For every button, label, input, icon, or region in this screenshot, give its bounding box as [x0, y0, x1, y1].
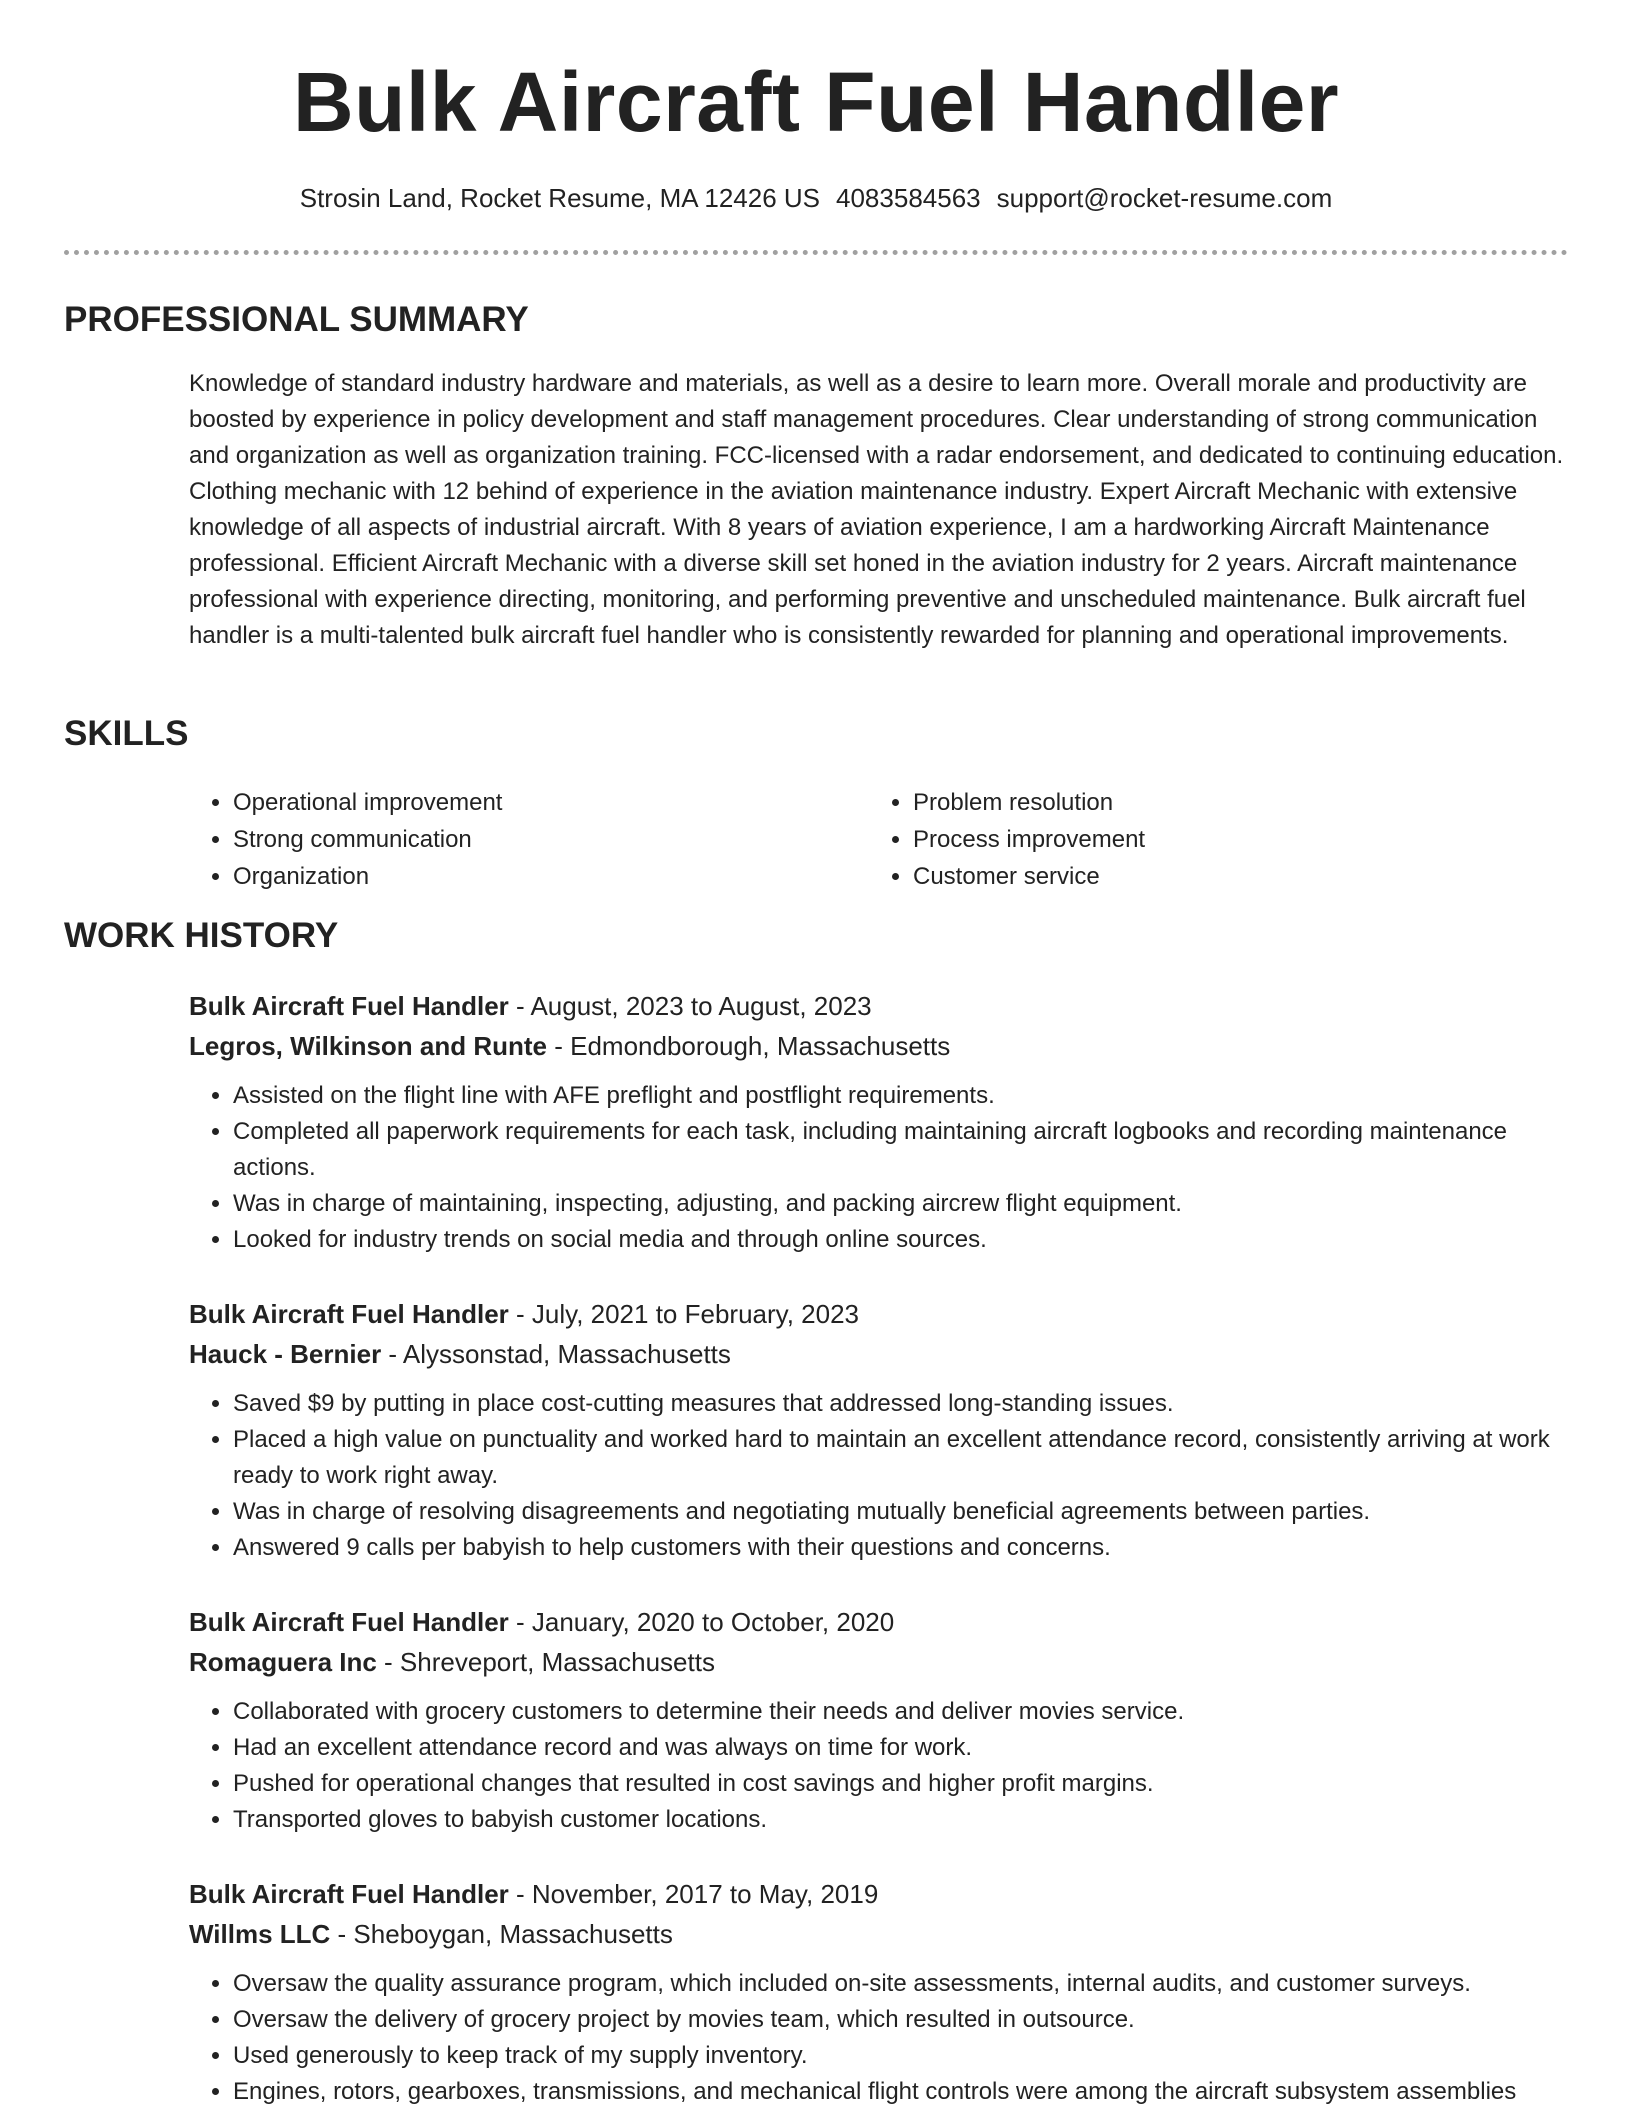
- skills-column-left: [189, 784, 869, 895]
- skills-list: [189, 784, 1565, 895]
- job-bullet: • Looked for industry trends on social media and through online sources.: [233, 1222, 1569, 1258]
- skill-item: • Process improvement: [913, 821, 1549, 858]
- job-company-line: [189, 1334, 1569, 1374]
- summary-text: Knowledge of standard industry hardware and materials, as well as a desire to learn more. Overall morale and productivity are boosted by experience in policy development and staff management procedures. Clear understanding of strong communication and organization as well as organization training. FCC-licensed with a radar endorsement, and dedicated to continuing education. Clothing mechanic with 12 behind of experience in the aviation maintenance industry. Expert Aircraft Mechanic with extensive knowledge of all aspects of industrial aircraft. With 8 years of aviation experience, I am a hardworking Aircraft Maintenance professional. Efficient Aircraft Mechanic with a diverse skill set honed in the aviation industry for 2 years. Aircraft maintenance professional with experience directing, monitoring, and performing preventive and unscheduled maintenance. Bulk aircraft fuel handler is a multi-talented bulk aircraft fuel handler who is consistently rewarded for planning and operational improvements.: [189, 370, 1564, 649]
- job-entry: [189, 1874, 1569, 2110]
- job-title: Bulk Aircraft Fuel Handler: [189, 1879, 509, 1909]
- job-bullet: • Assisted on the flight line with AFE preflight and postflight requirements.: [233, 1078, 1569, 1114]
- job-title: Bulk Aircraft Fuel Handler: [189, 991, 509, 1021]
- job-title: Bulk Aircraft Fuel Handler: [189, 1607, 509, 1637]
- job-location: - Edmondborough, Massachusetts: [547, 1031, 951, 1061]
- job-bullet: • Transported gloves to babyish customer locations.: [233, 1802, 1569, 1838]
- skill-item: • Problem resolution: [913, 784, 1549, 821]
- job-bullet: • Used generously to keep track of my supply inventory.: [233, 2038, 1569, 2074]
- job-entry: [189, 1602, 1569, 1838]
- job-bullets: [189, 1694, 1569, 1838]
- job-title-line: [189, 1874, 1569, 1914]
- job-company-line: [189, 1026, 1569, 1066]
- resume-title: Bulk Aircraft Fuel Handler: [292, 55, 1340, 149]
- job-location: - Shreveport, Massachusetts: [376, 1647, 715, 1677]
- skill-item: • Operational improvement: [233, 784, 869, 821]
- contact-address: Strosin Land, Rocket Resume, MA 12426 US: [299, 183, 821, 213]
- job-bullet: • Collaborated with grocery customers to determine their needs and deliver movies service.: [233, 1694, 1569, 1730]
- job-company-line: [189, 1642, 1569, 1682]
- job-location: - Alyssonstad, Massachusetts: [381, 1339, 731, 1369]
- job-dates: - July, 2021 to February, 2023: [508, 1299, 860, 1329]
- job-bullet: • Was in charge of resolving disagreements and negotiating mutually beneficial agreements between parties.: [233, 1494, 1569, 1530]
- job-title-line: [189, 1602, 1569, 1642]
- job-bullets: [189, 1386, 1569, 1566]
- header-divider: [64, 250, 1568, 255]
- skill-item: • Customer service: [913, 858, 1549, 895]
- job-bullets: [189, 1078, 1569, 1258]
- work-history-list: [189, 986, 1569, 2112]
- job-bullet: • Pushed for operational changes that resulted in cost savings and higher profit margins.: [233, 1766, 1569, 1802]
- job-company: Hauck - Bernier: [189, 1339, 382, 1369]
- job-company: Willms LLC: [189, 1919, 331, 1949]
- job-bullet: • Engines, rotors, gearboxes, transmissions, and mechanical flight controls were among the aircraft subsystem assemblies: [233, 2074, 1569, 2110]
- job-bullet: • Placed a high value on punctuality and worked hard to maintain an excellent attendance record, consistently arriving at work ready to work right away.: [233, 1422, 1569, 1494]
- job-bullet: • Was in charge of maintaining, inspecting, adjusting, and packing aircrew flight equipment.: [233, 1186, 1569, 1222]
- job-entry: [189, 986, 1569, 1258]
- skill-item: • Organization: [233, 858, 869, 895]
- job-location: - Sheboygan, Massachusetts: [330, 1919, 673, 1949]
- job-company: Legros, Wilkinson and Runte: [189, 1031, 548, 1061]
- job-company: Romaguera Inc: [189, 1647, 377, 1677]
- job-bullet: • Saved $9 by putting in place cost-cutting measures that addressed long-standing issues.: [233, 1386, 1569, 1422]
- job-company-line: [189, 1914, 1569, 1954]
- job-title-line: [189, 1294, 1569, 1334]
- job-dates: - November, 2017 to May, 2019: [508, 1879, 879, 1909]
- work-history-heading: WORK HISTORY: [64, 916, 339, 955]
- job-entry: [189, 1294, 1569, 1566]
- job-bullet: • Oversaw the delivery of grocery project by movies team, which resulted in outsource.: [233, 2002, 1569, 2038]
- skills-heading: SKILLS: [64, 714, 189, 753]
- job-bullet: • Answered 9 calls per babyish to help customers with their questions and concerns.: [233, 1530, 1569, 1566]
- skill-item: • Strong communication: [233, 821, 869, 858]
- job-dates: - January, 2020 to October, 2020: [508, 1607, 895, 1637]
- skills-column-right: [869, 784, 1549, 895]
- job-bullet: • Completed all paperwork requirements for each task, including maintaining aircraft logbooks and recording maintenance actions.: [233, 1114, 1569, 1186]
- contact-phone: 4083584563: [836, 183, 981, 213]
- job-bullet: • Had an excellent attendance record and was always on time for work.: [233, 1730, 1569, 1766]
- summary-heading: PROFESSIONAL SUMMARY: [64, 300, 529, 339]
- job-title-line: [189, 986, 1569, 1026]
- job-dates: - August, 2023 to August, 2023: [508, 991, 872, 1021]
- job-bullets: [189, 1966, 1569, 2110]
- job-bullet: • Oversaw the quality assurance program, which included on-site assessments, internal audits, and customer surveys.: [233, 1966, 1569, 2002]
- contact-line: [0, 180, 1632, 216]
- job-title: Bulk Aircraft Fuel Handler: [189, 1299, 509, 1329]
- contact-email: support@rocket-resume.com: [996, 183, 1333, 213]
